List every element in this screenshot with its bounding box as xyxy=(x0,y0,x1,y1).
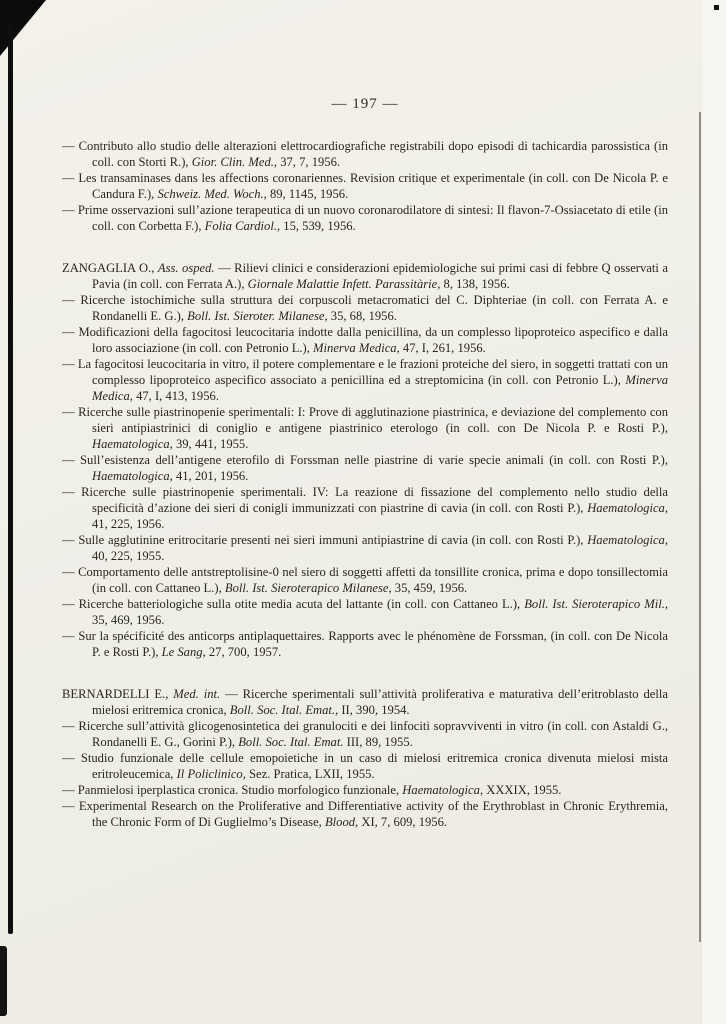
entry-text: 8, 138, 1956. xyxy=(440,277,510,291)
journal-name: Gior. Clin. Med., xyxy=(191,155,278,169)
entry-text: 35, 469, 1956. xyxy=(92,613,165,627)
journal-name: Boll. Soc. Ital. Emat. xyxy=(238,735,344,749)
entry-text: — Ricerche istochimiche sulla struttura dei corpuscoli metacromatici del C. Diphteriae (in coll. con Ferrata A. e Rondanelli E. G.), xyxy=(62,293,668,323)
entry-text: Sez. Pratica, LXII, 1955. xyxy=(245,767,375,781)
journal-name: Boll. Soc. Ital. Emat., xyxy=(229,703,339,717)
entry-text: 37, 7, 1956. xyxy=(277,155,341,169)
entry-text: BERNARDELLI E., xyxy=(62,687,174,701)
entry-text: — La fagocitosi leucocitaria in vitro, il potere complementare e le frazioni proteiche del siero, in soggetti trattati con un complesso lipoproteico aspecifico associato a penicillina ed a streptomicina (in coll. con Petronio L.), xyxy=(62,357,668,387)
entry-text: 35, 459, 1956. xyxy=(391,581,468,595)
bibliography-entry xyxy=(62,686,668,718)
bibliography-entry xyxy=(62,750,668,782)
bibliography-entry xyxy=(62,596,668,628)
entry-text: — Comportamento delle antstreptolisine-0 nel siero di soggetti affetti da tonsillite cronica, prima e dopo tonsillectomia (in coll. con Cattaneo L.), xyxy=(62,565,668,595)
journal-name: Minerva Medica, xyxy=(313,341,400,355)
journal-name: Il Policlinico, xyxy=(176,767,246,781)
scan-artifact-topright-dot xyxy=(714,5,719,10)
entry-text: III, 89, 1955. xyxy=(343,735,413,749)
bibliography-entry xyxy=(62,452,668,484)
bibliography-entry xyxy=(62,292,668,324)
page-content xyxy=(62,0,668,830)
entry-text: 39, 441, 1955. xyxy=(172,437,249,451)
entry-text: ZANGAGLIA O., xyxy=(62,261,158,275)
entry-text: 89, 1145, 1956. xyxy=(266,187,349,201)
journal-name: Boll. Ist. Sieroter. Milanese, xyxy=(187,309,328,323)
entry-text: 47, I, 413, 1956. xyxy=(132,389,219,403)
journal-name: Ass. osped. xyxy=(157,261,215,275)
entry-text: — Sulle agglutinine eritrocitarie presenti nei sieri immuni antipiastrine di cavia (in coll. con Rosti P.), xyxy=(62,533,588,547)
entry-text: — Sull’esistenza dell’antigene eterofilo di Forssman nelle piastrine di varie specie animali (in coll. con Rosti P.), xyxy=(62,453,668,467)
bibliography-section-bernardelli xyxy=(62,686,668,830)
entry-text: — Les transaminases dans les affections coronariennes. Revision critique et experimentale (in coll. con De Nicola P. e Candura F.), xyxy=(62,171,668,201)
entry-text: 47, I, 261, 1956. xyxy=(399,341,486,355)
journal-name: Blood, xyxy=(324,815,359,829)
journal-name: Haematologica, xyxy=(92,437,173,451)
entry-text: 35, 68, 1956. xyxy=(327,309,397,323)
journal-name: Boll. Ist. Sieroterapico Milanese, xyxy=(224,581,392,595)
journal-name: Le Sang, xyxy=(161,645,206,659)
journal-name: Boll. Ist. Sieroterapico Mil., xyxy=(524,597,668,611)
journal-name: Haematologica, xyxy=(402,783,484,797)
page-right-edge xyxy=(702,0,726,1024)
scan-artifact-topleft-blob xyxy=(0,0,46,56)
bibliography-entry xyxy=(62,356,668,404)
entry-text: — Prime osservazioni sull’azione terapeutica di un nuovo coronarodilatore di sintesi: Il flavon-7-Ossiacetato di etile (in coll. con Corbetta F.), xyxy=(62,203,668,233)
journal-name: Schweiz. Med. Woch., xyxy=(157,187,267,201)
entry-text: — Experimental Research on the Proliferative and Differentiative activity of the Erythroblast in Chronic Erythremia, the Chronic Form of Di Guglielmo’s Disease, xyxy=(62,799,668,829)
entry-text: — Ricerche sull’attività glicogenosintetica dei granulociti e dei linfociti sopravviventi in vitro (in coll. con Astaldi G., Rondanelli E. G., Gorini P.), xyxy=(62,719,668,749)
entry-text: 27, 700, 1957. xyxy=(205,645,282,659)
entry-text: — Sur la spécificité des anticorps antiplaquettaires. Rapports avec le phénomène de Forssman, (in coll. con De Nicola P. e Rosti P.), xyxy=(62,629,668,659)
bibliography-entry xyxy=(62,324,668,356)
entry-text: — Ricerche sulle piastrinopenie sperimentali. IV: La reazione di fissazione del complemento nello studio della specificità d’azione dei sieri di conigli immunizzati con piastrine di cavia (in coll. con Rosti P.), xyxy=(62,485,668,515)
bibliography-entry xyxy=(62,260,668,292)
journal-name: Folia Cardiol., xyxy=(204,219,281,233)
entry-text: — Panmielosi iperplastica cronica. Studio morfologico funzionale, xyxy=(62,783,403,797)
bibliography-entry xyxy=(62,782,668,798)
bibliography-section-zangaglia xyxy=(62,260,668,660)
bibliography-entry xyxy=(62,564,668,596)
scan-artifact-bottomleft-blob xyxy=(0,946,7,1016)
entry-text: — Rilievi clinici e considerazioni epidemiologiche sui primi casi di febbre Q osservati a Pavia (in coll. con Ferrata A.), xyxy=(92,261,668,291)
bibliography-entry xyxy=(62,718,668,750)
journal-name: Minerva Medica, xyxy=(92,373,668,403)
journal-name: Med. int. xyxy=(173,687,221,701)
bibliography xyxy=(62,138,668,830)
entry-text: — Modificazioni della fagocitosi leucocitaria indotte dalla penicillina, da un complesso lipoproteico aspecifico e dalla loro associazione (in coll. con Petronio L.), xyxy=(62,325,668,355)
scan-artifact-left-bar xyxy=(8,22,13,934)
bibliography-entry xyxy=(62,532,668,564)
entry-text: 41, 201, 1956. xyxy=(172,469,249,483)
bibliography-entry xyxy=(62,170,668,202)
bibliography-section-continuation xyxy=(62,138,668,234)
entry-text: — Ricerche sperimentali sull’attività proliferativa e maturativa dell’eritroblasto della mielosi eritremica cronica, xyxy=(92,687,668,717)
page-number: — 197 — xyxy=(331,96,399,112)
entry-text: — Ricerche batteriologiche sulla otite media acuta del lattante (in coll. con Cattaneo L.), xyxy=(62,597,525,611)
entry-text: II, 390, 1954. xyxy=(338,703,410,717)
bibliography-entry xyxy=(62,484,668,532)
entry-text: 40, 225, 1955. xyxy=(92,549,165,563)
journal-name: Haematologica, xyxy=(587,533,668,547)
journal-name: Haematologica, xyxy=(92,469,173,483)
scan-artifact-right-line xyxy=(699,112,701,942)
entry-text: 41, 225, 1956. xyxy=(92,517,165,531)
entry-text: — Ricerche sulle piastrinopenie sperimentali: I: Prove di agglutinazione piastrinica, e deviazione del complemento con sieri antipiastrinici di coniglio e antigene piastrinico eterologo (in coll. con De Nicola P. e Rosti P.), xyxy=(62,405,668,435)
entry-text: — Contributo allo studio delle alterazioni elettrocardiografiche registrabili dopo episodi di tachicardia parossistica (in coll. con Storti R.), xyxy=(62,139,668,169)
entry-text: XXXIX, 1955. xyxy=(483,783,562,797)
entry-text: 15, 539, 1956. xyxy=(280,219,356,233)
journal-name: Haematologica, xyxy=(587,501,668,515)
bibliography-entry xyxy=(62,404,668,452)
bibliography-entry xyxy=(62,798,668,830)
bibliography-entry xyxy=(62,138,668,170)
bibliography-entry xyxy=(62,202,668,234)
journal-name: Giornale Malattie Infett. Parassitàrie, xyxy=(247,277,441,291)
bibliography-entry xyxy=(62,628,668,660)
entry-text: — Studio funzionale delle cellule emopoietiche in un caso di mielosi eritremica cronica divenuta mielosi mista eritroleucemica, xyxy=(62,751,668,781)
entry-text: XI, 7, 609, 1956. xyxy=(358,815,448,829)
